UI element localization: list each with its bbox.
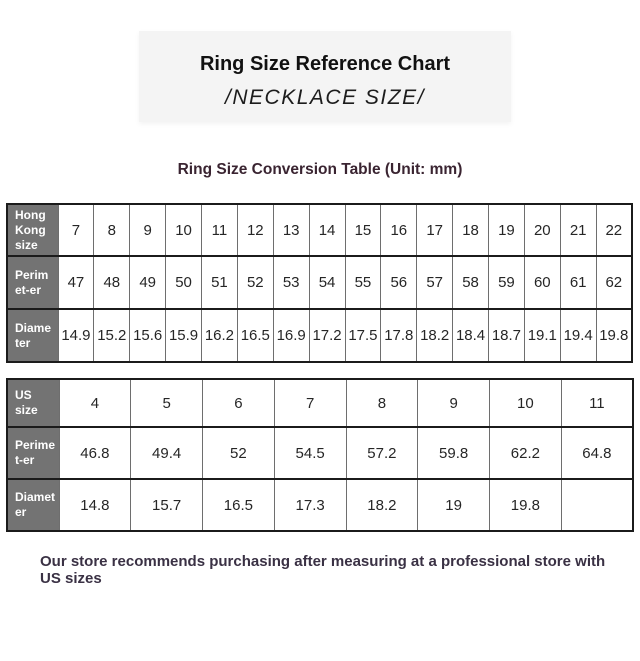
table-row xyxy=(7,479,633,531)
value-cell: 55 xyxy=(345,256,381,309)
value-cell: 54.5 xyxy=(274,427,346,479)
value-cell: 16.9 xyxy=(273,309,309,362)
value-cell: 49 xyxy=(130,256,166,309)
value-cell: 6 xyxy=(203,379,275,427)
value-cell: 21 xyxy=(560,204,596,256)
value-cell: 12 xyxy=(237,204,273,256)
value-cell: 19 xyxy=(418,479,490,531)
table-row xyxy=(7,256,632,309)
table-row xyxy=(7,427,633,479)
value-cell: 5 xyxy=(131,379,203,427)
necklace-size-subtitle: /NECKLACE SIZE/ xyxy=(225,86,425,109)
value-cell: 54 xyxy=(309,256,345,309)
table-row xyxy=(7,204,632,256)
value-cell: 57 xyxy=(417,256,453,309)
section-title: Ring Size Conversion Table (Unit: mm) xyxy=(177,161,463,178)
row-label-cell: Diameter xyxy=(7,309,58,362)
us-size-table xyxy=(6,378,634,532)
value-cell: 15.2 xyxy=(94,309,130,362)
row-label-cell: Perimet-er xyxy=(7,256,58,309)
table-row xyxy=(7,379,633,427)
value-cell: 59.8 xyxy=(418,427,490,479)
footer-note: Our store recommends purchasing after measuring at a professional store with US sizes xyxy=(40,553,606,587)
value-cell: 59 xyxy=(489,256,525,309)
value-cell: 9 xyxy=(418,379,490,427)
value-cell: 14.9 xyxy=(58,309,94,362)
value-cell: 60 xyxy=(524,256,560,309)
value-cell: 18.4 xyxy=(453,309,489,362)
value-cell: 19.8 xyxy=(490,479,562,531)
value-cell: 15.6 xyxy=(130,309,166,362)
value-cell: 4 xyxy=(59,379,131,427)
value-cell: 16.2 xyxy=(202,309,238,362)
value-cell: 62 xyxy=(596,256,632,309)
value-cell: 22 xyxy=(596,204,632,256)
value-cell: 17.5 xyxy=(345,309,381,362)
value-cell: 10 xyxy=(166,204,202,256)
value-cell: 17.8 xyxy=(381,309,417,362)
value-cell: 18.7 xyxy=(489,309,525,362)
value-cell: 46.8 xyxy=(59,427,131,479)
value-cell: 19.8 xyxy=(596,309,632,362)
value-cell: 14 xyxy=(309,204,345,256)
value-cell: 15.9 xyxy=(166,309,202,362)
value-cell: 18.2 xyxy=(417,309,453,362)
value-cell: 11 xyxy=(202,204,238,256)
value-cell: 8 xyxy=(346,379,418,427)
value-cell: 51 xyxy=(202,256,238,309)
value-cell: 62.2 xyxy=(490,427,562,479)
value-cell: 18.2 xyxy=(346,479,418,531)
value-cell: 13 xyxy=(273,204,309,256)
value-cell: 17 xyxy=(417,204,453,256)
value-cell: 16.5 xyxy=(203,479,275,531)
value-cell: 19 xyxy=(489,204,525,256)
value-cell: 16.5 xyxy=(237,309,273,362)
value-cell: 19.1 xyxy=(524,309,560,362)
value-cell: 57.2 xyxy=(346,427,418,479)
value-cell: 52 xyxy=(203,427,275,479)
row-label-cell: Hong Kong size xyxy=(7,204,58,256)
value-cell: 52 xyxy=(237,256,273,309)
header-box xyxy=(139,31,511,122)
value-cell: 47 xyxy=(58,256,94,309)
value-cell: 17.3 xyxy=(274,479,346,531)
value-cell xyxy=(561,479,633,531)
row-label-cell: Diameter xyxy=(7,479,59,531)
table-row xyxy=(7,309,632,362)
page-title: Ring Size Reference Chart xyxy=(199,53,451,75)
value-cell: 15 xyxy=(345,204,381,256)
value-cell: 11 xyxy=(561,379,633,427)
value-cell: 7 xyxy=(58,204,94,256)
value-cell: 18 xyxy=(453,204,489,256)
value-cell: 10 xyxy=(490,379,562,427)
value-cell: 14.8 xyxy=(59,479,131,531)
value-cell: 49.4 xyxy=(131,427,203,479)
value-cell: 58 xyxy=(453,256,489,309)
value-cell: 53 xyxy=(273,256,309,309)
value-cell: 64.8 xyxy=(561,427,633,479)
value-cell: 16 xyxy=(381,204,417,256)
value-cell: 61 xyxy=(560,256,596,309)
value-cell: 9 xyxy=(130,204,166,256)
row-label-cell: Perimet-er xyxy=(7,427,59,479)
value-cell: 56 xyxy=(381,256,417,309)
value-cell: 20 xyxy=(524,204,560,256)
value-cell: 15.7 xyxy=(131,479,203,531)
value-cell: 7 xyxy=(274,379,346,427)
hong-kong-size-table xyxy=(6,203,633,363)
value-cell: 48 xyxy=(94,256,130,309)
value-cell: 8 xyxy=(94,204,130,256)
value-cell: 19.4 xyxy=(560,309,596,362)
row-label-cell: US size xyxy=(7,379,59,427)
value-cell: 50 xyxy=(166,256,202,309)
value-cell: 17.2 xyxy=(309,309,345,362)
